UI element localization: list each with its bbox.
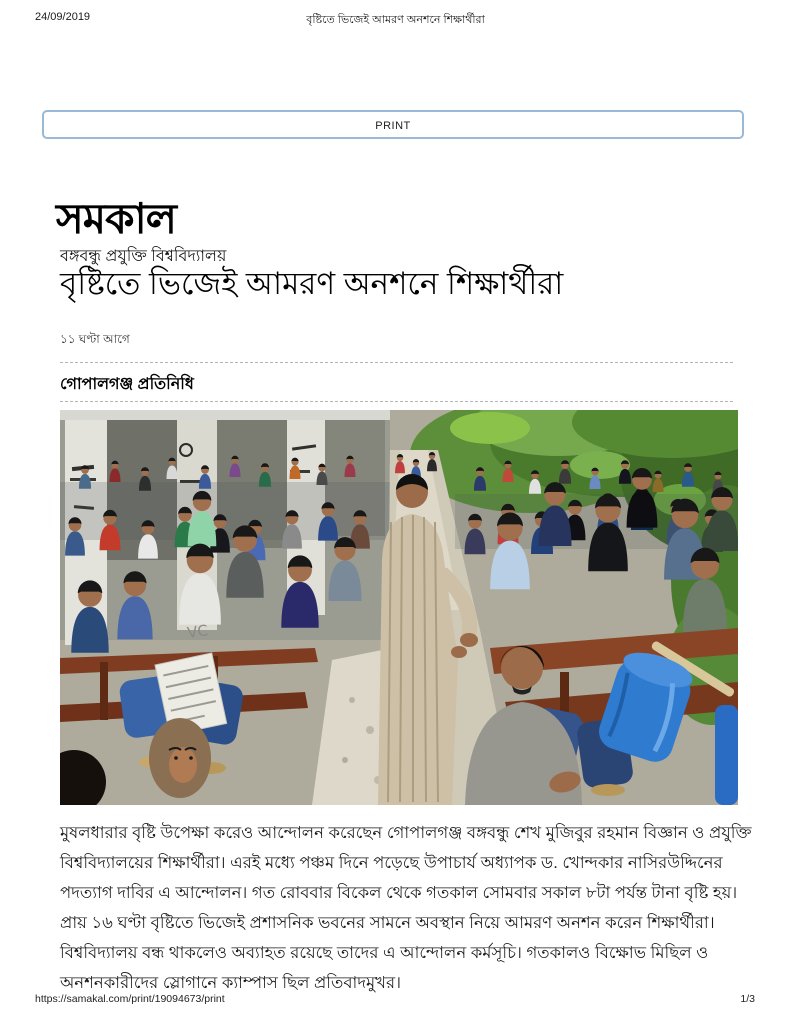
article-photo (60, 410, 738, 805)
divider-bottom (60, 401, 733, 402)
header-date: 24/09/2019 (35, 11, 91, 23)
category-label: বঙ্গবন্ধু প্রযুক্তি বিশ্ববিদ্যালয় (60, 248, 227, 265)
article-body: মুষলধারার বৃষ্টি উপেক্ষা করেও আন্দোলন করেছেন গোপালগঞ্জ বঙ্গবন্ধু শেখ মুজিবুর রহমান বিজ্ঞান ও প্রযুক্তি বিশ্ববিদ্যালয়ের শিক্ষার্থীরা। এরই মধ্যে পঞ্চম দিনে পড়েছে উপাচার্য অধ্যাপক ড. খোন্দকার নাসিরউদ্দিনের পদত্যাগ দাবির এ আন্দোলন। গত রোববার বিকেল থেকে গতকাল সোমবার সকাল ৮টা পর্যন্ত টানা বৃষ্টি হয়। প্রায় ১৬ ঘণ্টা বৃষ্টিতে ভিজেই প্রশাসনিক ভবনের সামনে অবস্থান নিয়ে আমরণ অনশন করেন শিক্ষার্থীরা। বিশ্ববিদ্যালয় বন্ধ থাকলেও অব্যাহত রয়েছে তাদের এ আন্দোলন কর্মসূচি। গতকালও বিক্ষোভ মিছিল ও অনশনকারীদের স্লোগানে ক্যাম্পাস ছিল প্রতিবাদমুখর। (60, 824, 752, 992)
footer-url: https://samakal.com/print/19094673/print (35, 993, 225, 1005)
header-title: বৃষ্টিতে ভিজেই আমরণ অনশনে শিক্ষার্থীরা (306, 14, 485, 26)
brand-logo: সমকাল (56, 195, 176, 242)
time-ago-label: ১১ ঘণ্টা আগে (60, 332, 130, 346)
print-button[interactable]: PRINT (42, 110, 744, 139)
byline: গোপালগঞ্জ প্রতিনিধি (60, 376, 194, 393)
svg-text:VC: VC (186, 621, 210, 642)
divider-top (60, 362, 733, 363)
article-headline: বৃষ্টিতে ভিজেই আমরণ অনশনে শিক্ষার্থীরা (60, 266, 564, 301)
page-number: 1/3 (740, 993, 755, 1005)
